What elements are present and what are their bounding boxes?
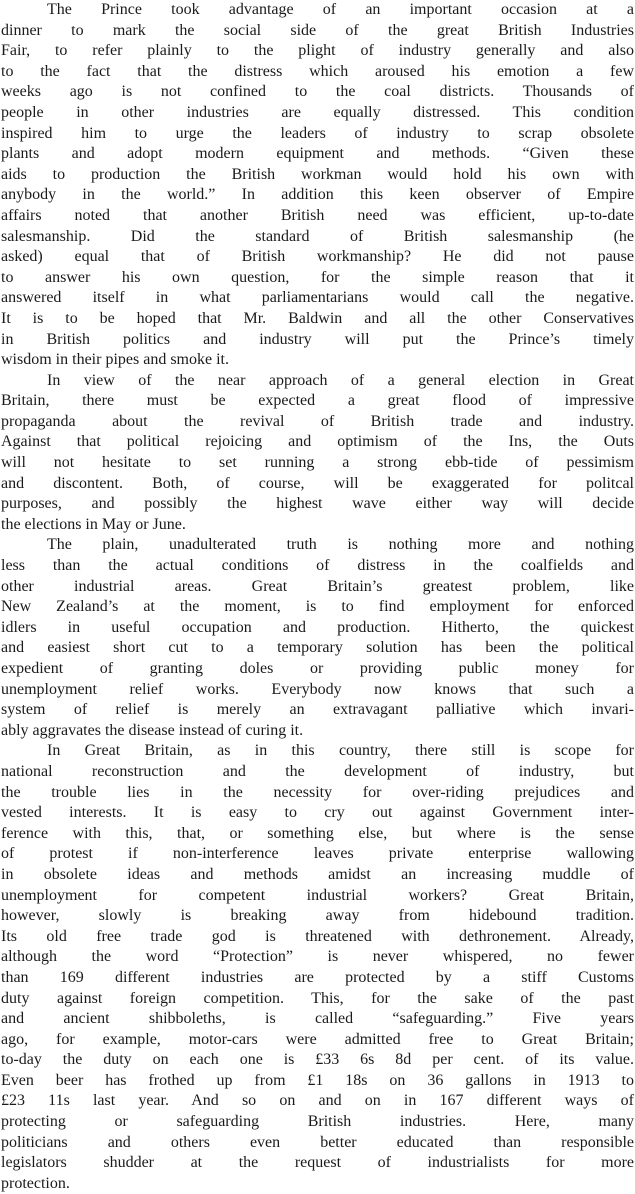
text-line: to the fact that the distress which aroused his emotion a few [1, 62, 634, 80]
text-line: in obsolete ideas and methods amidst an increasing muddle of [1, 865, 634, 883]
text-line: vested interests. It is easy to cry out against Government inter- [1, 804, 634, 822]
text-line: Even beer has frothed up from £1 18s on 36 gallons in 1913 to [1, 1071, 634, 1089]
text-line: In view of the near approach of a general election in Great [47, 371, 634, 389]
text-line: national reconstruction and the development of industry, but [1, 762, 634, 780]
text-line: other industrial areas. Great Britain’s greatest problem, like [1, 577, 634, 595]
text-line: salesmanship. Did the standard of British salesmanship (he [1, 227, 634, 245]
text-line: In Great Britain, as in this country, there still is scope for [47, 742, 634, 760]
text-line: ago, for example, motor-cars were admitted free to Great Britain; [1, 1030, 634, 1048]
text-line: Britain, there must be expected a great flood of impressive [1, 392, 634, 410]
text-line: idlers in useful occupation and production. Hitherto, the quickest [1, 618, 634, 636]
text-line: asked) equal that of British workmanship? He did not pause [1, 248, 634, 266]
text-line: legislators shudder at the request of industrialists for more [1, 1154, 634, 1172]
text-line: propaganda about the revival of British trade and industry. [1, 412, 634, 430]
text-line: New Zealand’s at the moment, is to find employment for enforced [1, 598, 634, 616]
paragraph [1, 0, 634, 371]
text-line: politicians and others even better educated than responsible [1, 1133, 634, 1151]
text-line: unemployment relief works. Everybody now knows that such a [1, 680, 634, 698]
text-line: to answer his own question, for the simple reason that it [1, 268, 634, 286]
text-line: and discontent. Both, of course, will be exaggerated for politcal [1, 474, 634, 492]
text-line: The plain, unadulterated truth is nothing more and nothing [47, 536, 634, 554]
text-line: affairs noted that another British need was efficient, up-to-date [1, 206, 634, 224]
text-line: duty against foreign competition. This, for the sake of the past [1, 989, 634, 1007]
text-line: The Prince took advantage of an important occasion at a [47, 1, 634, 18]
text-line: and ancient shibboleths, is called “safeguarding.” Five years [1, 1010, 634, 1028]
text-line: will not hesitate to set running a strong ebb-tide of pessimism [1, 454, 634, 472]
text-line: Against that political rejoicing and optimism of the Ins, the Outs [1, 433, 634, 451]
text-line: however, slowly is breaking away from hidebound tradition. [1, 907, 634, 925]
paragraph [1, 371, 634, 536]
text-line: to-day the duty on each one is £33 6s 8d per cent. of its value. [1, 1051, 634, 1069]
paragraph [1, 741, 634, 1194]
text-line: people in other industries are equally distressed. This condition [1, 103, 634, 121]
text-line: the trouble lies in the necessity for over-riding prejudices and [1, 783, 634, 801]
text-line: Its old free trade god is threatened with dethronement. Already, [1, 927, 634, 945]
text-line: expedient of granting doles or providing public money for [1, 660, 634, 677]
text-line: less than the actual conditions of distress in the coalfields and [1, 557, 634, 575]
text-line: the elections in May or June. [1, 515, 186, 533]
text-line: plants and adopt modern equipment and methods. “Given these [1, 145, 634, 163]
text-line: in British politics and industry will put the Prince’s timely [1, 330, 634, 348]
text-line: anybody in the world.” In addition this keen observer of Empire [1, 186, 634, 204]
text-line: ably aggravates the disease instead of curing it. [1, 721, 304, 739]
text-line: dinner to mark the social side of the great British Industries [1, 21, 634, 39]
text-line: and easiest short cut to a temporary solution has been the political [1, 639, 634, 657]
article-body [1, 0, 634, 1194]
text-line: answered itself in what parliamentarians would call the negative. [1, 289, 634, 307]
text-line: than 169 different industries are protected by a stiff Customs [1, 968, 634, 986]
text-line: aids to production the British workman would hold his own with [1, 165, 634, 183]
text-line: wisdom in their pipes and smoke it. [1, 351, 229, 369]
text-line: protection. [1, 1174, 70, 1192]
text-line: protecting or safeguarding British industries. Here, many [1, 1113, 634, 1131]
text-line: of protest if non-interference leaves private enterprise wallowing [1, 845, 634, 863]
text-line: £23 11s last year. And so on and on in 167 different ways of [1, 1092, 634, 1110]
paragraph [1, 535, 634, 741]
text-line: although the word “Protection” is never whispered, no fewer [1, 948, 634, 966]
text-line: unemployment for competent industrial workers? Great Britain, [1, 886, 634, 904]
text-line: ference with this, that, or something else, but where is the sense [1, 824, 634, 842]
text-line: weeks ago is not confined to the coal districts. Thousands of [1, 83, 634, 101]
text-line: inspired him to urge the leaders of industry to scrap obsolete [1, 124, 634, 142]
text-line: system of relief is merely an extravagant palliative which invari- [1, 701, 634, 719]
text-line: It is to be hoped that Mr. Baldwin and all the other Conservatives [1, 309, 634, 327]
text-line: purposes, and possibly the highest wave either way will decide [1, 495, 634, 513]
text-line: Fair, to refer plainly to the plight of industry generally and also [1, 42, 634, 60]
